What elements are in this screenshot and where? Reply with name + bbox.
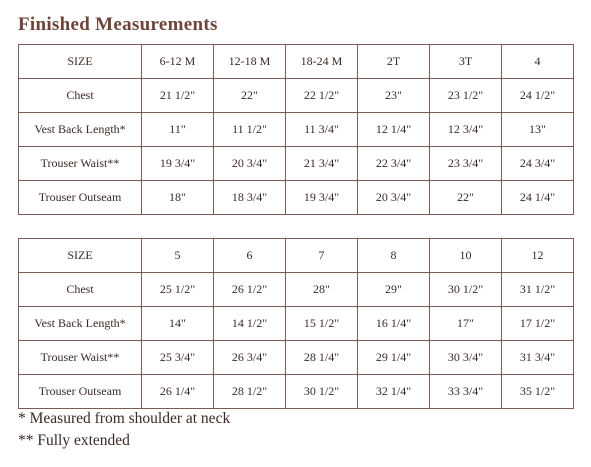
- size-header-cell: 7: [286, 239, 358, 273]
- measurements-table-2: [18, 238, 574, 409]
- measurement-cell: 15 1/2": [286, 307, 358, 341]
- measurement-cell: 13": [502, 113, 574, 147]
- measurements-table-1: [18, 44, 574, 215]
- measurement-cell: 26 3/4": [214, 341, 286, 375]
- measurement-cell: 18": [142, 181, 214, 215]
- row-label: Trouser Outseam: [19, 181, 142, 215]
- header-row: [19, 45, 574, 79]
- measurement-cell: 22": [214, 79, 286, 113]
- size-header-cell: 5: [142, 239, 214, 273]
- measurement-cell: 25 3/4": [142, 341, 214, 375]
- measurement-cell: 18 3/4": [214, 181, 286, 215]
- measurement-cell: 19 3/4": [286, 181, 358, 215]
- size-header-cell: 12: [502, 239, 574, 273]
- measurement-cell: 28 1/2": [214, 375, 286, 409]
- measurement-cell: 24 3/4": [502, 147, 574, 181]
- measurement-cell: 23": [358, 79, 430, 113]
- size-header-cell: 8: [358, 239, 430, 273]
- table-row: [19, 375, 574, 409]
- size-header-cell: 6: [214, 239, 286, 273]
- measurement-cell: 22": [430, 181, 502, 215]
- measurement-cell: 24 1/4": [502, 181, 574, 215]
- measurement-cell: 29 1/4": [358, 341, 430, 375]
- measurement-cell: 23 1/2": [430, 79, 502, 113]
- measurement-cell: 12 3/4": [430, 113, 502, 147]
- measurement-cell: 23 3/4": [430, 147, 502, 181]
- measurement-cell: 25 1/2": [142, 273, 214, 307]
- measurement-cell: 30 3/4": [430, 341, 502, 375]
- measurement-cell: 21 3/4": [286, 147, 358, 181]
- table-row: [19, 147, 574, 181]
- row-label: Trouser Outseam: [19, 375, 142, 409]
- measurement-cell: 11 3/4": [286, 113, 358, 147]
- measurement-cell: 35 1/2": [502, 375, 574, 409]
- measurement-cell: 21 1/2": [142, 79, 214, 113]
- measurement-cell: 33 3/4": [430, 375, 502, 409]
- measurement-cell: 19 3/4": [142, 147, 214, 181]
- size-header-cell: 4: [502, 45, 574, 79]
- row-label: SIZE: [19, 239, 142, 273]
- row-label: SIZE: [19, 45, 142, 79]
- row-label: Trouser Waist**: [19, 147, 142, 181]
- measurement-cell: 31 1/2": [502, 273, 574, 307]
- measurement-cell: 11": [142, 113, 214, 147]
- measurement-cell: 12 1/4": [358, 113, 430, 147]
- measurement-cell: 31 3/4": [502, 341, 574, 375]
- measurement-cell: 28 1/4": [286, 341, 358, 375]
- measurement-cell: 22 3/4": [358, 147, 430, 181]
- measurement-cell: 26 1/4": [142, 375, 214, 409]
- table-row: [19, 341, 574, 375]
- size-header-cell: 10: [430, 239, 502, 273]
- measurement-cell: 30 1/2": [286, 375, 358, 409]
- measurement-cell: 16 1/4": [358, 307, 430, 341]
- measurement-cell: 14": [142, 307, 214, 341]
- row-label: Trouser Waist**: [19, 341, 142, 375]
- row-label: Vest Back Length*: [19, 307, 142, 341]
- measurement-cell: 29": [358, 273, 430, 307]
- size-header-cell: 3T: [430, 45, 502, 79]
- measurement-cell: 20 3/4": [214, 147, 286, 181]
- measurement-cell: 30 1/2": [430, 273, 502, 307]
- size-header-cell: 12-18 M: [214, 45, 286, 79]
- table-row: [19, 181, 574, 215]
- footnote-shoulder: * Measured from shoulder at neck: [18, 410, 231, 427]
- measurement-cell: 14 1/2": [214, 307, 286, 341]
- size-header-cell: 18-24 M: [286, 45, 358, 79]
- measurement-cell: 26 1/2": [214, 273, 286, 307]
- row-label: Chest: [19, 273, 142, 307]
- table-row: [19, 79, 574, 113]
- table-row: [19, 113, 574, 147]
- row-label: Vest Back Length*: [19, 113, 142, 147]
- measurement-cell: 20 3/4": [358, 181, 430, 215]
- measurement-cell: 24 1/2": [502, 79, 574, 113]
- footnote-extended: ** Fully extended: [18, 432, 130, 449]
- page-title: Finished Measurements: [18, 14, 218, 35]
- table-row: [19, 307, 574, 341]
- measurement-cell: 17 1/2": [502, 307, 574, 341]
- measurement-cell: 32 1/4": [358, 375, 430, 409]
- measurement-cell: 22 1/2": [286, 79, 358, 113]
- table-row: [19, 273, 574, 307]
- measurement-cell: 11 1/2": [214, 113, 286, 147]
- header-row: [19, 239, 574, 273]
- size-header-cell: 2T: [358, 45, 430, 79]
- measurement-cell: 28": [286, 273, 358, 307]
- size-header-cell: 6-12 M: [142, 45, 214, 79]
- row-label: Chest: [19, 79, 142, 113]
- measurement-cell: 17": [430, 307, 502, 341]
